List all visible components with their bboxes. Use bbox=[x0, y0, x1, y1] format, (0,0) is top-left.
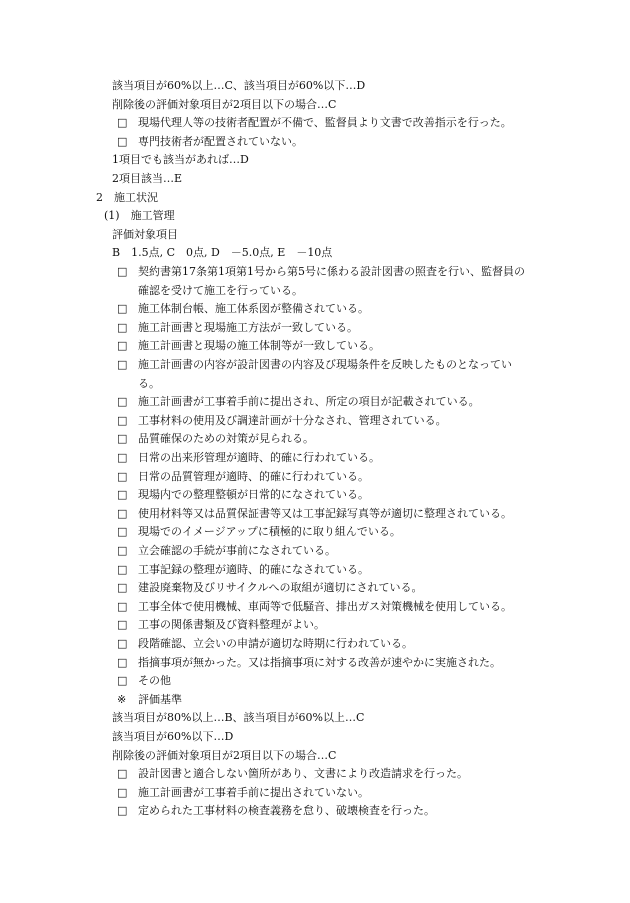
checklist-item: 現場代理人等の技術者配置が不備で、監督員より文書で改善指示を行った。 bbox=[138, 116, 512, 130]
checklist-item: 施工計画書が工事着手前に提出されていない。 bbox=[138, 785, 369, 799]
checkbox-icon[interactable]: □ bbox=[117, 339, 128, 353]
text-line: 1項目でも該当があれば…D bbox=[112, 153, 249, 167]
checkbox-icon[interactable]: □ bbox=[117, 581, 128, 595]
checklist-item: 工事の関係書類及び資料整理がよい。 bbox=[138, 618, 325, 632]
checkbox-icon[interactable]: □ bbox=[117, 599, 128, 613]
checklist-item: 契約書第17条第1項第1号から第5号に係わる設計図書の照査を行い、監督員の bbox=[138, 265, 525, 278]
checklist-item: 日常の出来形管理が適時、的確に行われている。 bbox=[138, 451, 380, 464]
checklist-item: 現場でのイメージアップに積極的に取り組んでいる。 bbox=[138, 525, 401, 539]
checklist-item: 使用材料等又は品質保証書等又は工事記録写真等が適切に整理されている。 bbox=[138, 506, 512, 520]
checkbox-icon[interactable]: □ bbox=[117, 655, 128, 669]
checklist-item: 工事記録の整理が適時、的確になされている。 bbox=[138, 562, 369, 576]
checklist-item: 設計図書と適合しない箇所があり、文書により改造請求を行った。 bbox=[138, 767, 468, 781]
text-line: 削除後の評価対象項目が2項目以下の場合…C bbox=[112, 97, 337, 111]
checklist-item: 工事全体で使用機械、車両等で低騒音、排出ガス対策機械を使用している。 bbox=[138, 599, 512, 613]
note-heading: 評価基準 bbox=[138, 692, 182, 706]
checkbox-icon[interactable]: □ bbox=[117, 525, 128, 539]
checklist-item: 施工計画書が工事着手前に提出され、所定の項目が記載されている。 bbox=[138, 395, 480, 409]
section-heading: 2 施工状況 bbox=[96, 190, 158, 204]
checkbox-icon[interactable]: □ bbox=[117, 320, 128, 334]
checklist-item: 施工計画書と現場施工方法が一致している。 bbox=[138, 320, 358, 334]
checkbox-icon[interactable]: □ bbox=[117, 134, 128, 148]
checkbox-icon[interactable]: □ bbox=[117, 358, 128, 371]
checkbox-icon[interactable]: □ bbox=[117, 451, 128, 464]
text-line: 評価対象項目 bbox=[112, 227, 178, 241]
checkbox-icon[interactable]: □ bbox=[117, 544, 128, 557]
checkbox-icon[interactable]: □ bbox=[117, 488, 128, 502]
checkbox-icon[interactable]: □ bbox=[117, 506, 128, 520]
text-line: 削除後の評価対象項目が2項目以下の場合…C bbox=[112, 748, 337, 762]
checklist-item: 施工体制台帳、施工体系図が整備されている。 bbox=[138, 302, 369, 316]
text-line: 2項目該当…E bbox=[112, 172, 183, 185]
checklist-item-continuation: 確認を受けて施工を行っている。 bbox=[138, 283, 303, 297]
checklist-item: その他 bbox=[138, 674, 171, 688]
checkbox-icon[interactable]: □ bbox=[117, 432, 128, 446]
checkbox-icon[interactable]: □ bbox=[117, 265, 128, 278]
checklist-item: 専門技術者が配置されていない。 bbox=[138, 134, 303, 148]
checklist-item: 建設廃棄物及びリサイクルへの取組が適切にされている。 bbox=[138, 581, 423, 595]
checklist-item: 立会確認の手続が事前になされている。 bbox=[138, 544, 336, 557]
checkbox-icon[interactable]: □ bbox=[117, 637, 128, 650]
checkbox-icon[interactable]: □ bbox=[117, 302, 128, 316]
checkbox-icon[interactable]: □ bbox=[117, 785, 128, 799]
checkbox-icon[interactable]: □ bbox=[117, 618, 128, 632]
checkbox-icon[interactable]: □ bbox=[117, 804, 128, 818]
subsection-heading: (1) 施工管理 bbox=[104, 209, 175, 223]
note-mark: ※ bbox=[117, 692, 127, 706]
text-line: B 1.5点, C 0点, D －5.0点, E －10点 bbox=[112, 246, 333, 260]
checklist-item: 施工計画書の内容が設計図書の内容及び現場条件を反映したものとなってい bbox=[138, 358, 512, 371]
checkbox-icon[interactable]: □ bbox=[117, 116, 128, 130]
text-line: 該当項目が80%以上…B、該当項目が60%以上…C bbox=[112, 711, 365, 725]
checkbox-icon[interactable]: □ bbox=[117, 469, 128, 483]
checklist-item: 工事材料の使用及び調達計画が十分なされ、管理されている。 bbox=[138, 413, 447, 427]
checkbox-icon[interactable]: □ bbox=[117, 562, 128, 576]
checklist-item: 指摘事項が無かった。又は指摘事項に対する改善が速やかに実施された。 bbox=[138, 655, 501, 669]
checklist-item: 現場内での整理整頓が日常的になされている。 bbox=[138, 488, 369, 502]
checkbox-icon[interactable]: □ bbox=[117, 395, 128, 409]
checklist-item-continuation: る。 bbox=[138, 376, 160, 390]
checkbox-icon[interactable]: □ bbox=[117, 767, 128, 781]
checkbox-icon[interactable]: □ bbox=[117, 674, 128, 688]
text-line: 該当項目が60%以下…D bbox=[112, 730, 234, 743]
checklist-item: 施工計画書と現場の施工体制等が一致している。 bbox=[138, 339, 380, 353]
checklist-item: 定められた工事材料の検査義務を怠り、破壊検査を行った。 bbox=[138, 804, 435, 818]
checklist-item: 段階確認、立会いの申請が適切な時期に行われている。 bbox=[138, 637, 413, 650]
text-line: 該当項目が60%以上…C、該当項目が60%以下…D bbox=[112, 79, 366, 92]
checkbox-icon[interactable]: □ bbox=[117, 413, 128, 427]
checklist-item: 品質確保のための対策が見られる。 bbox=[138, 432, 314, 446]
checklist-item: 日常の品質管理が適時、的確に行われている。 bbox=[138, 469, 369, 483]
